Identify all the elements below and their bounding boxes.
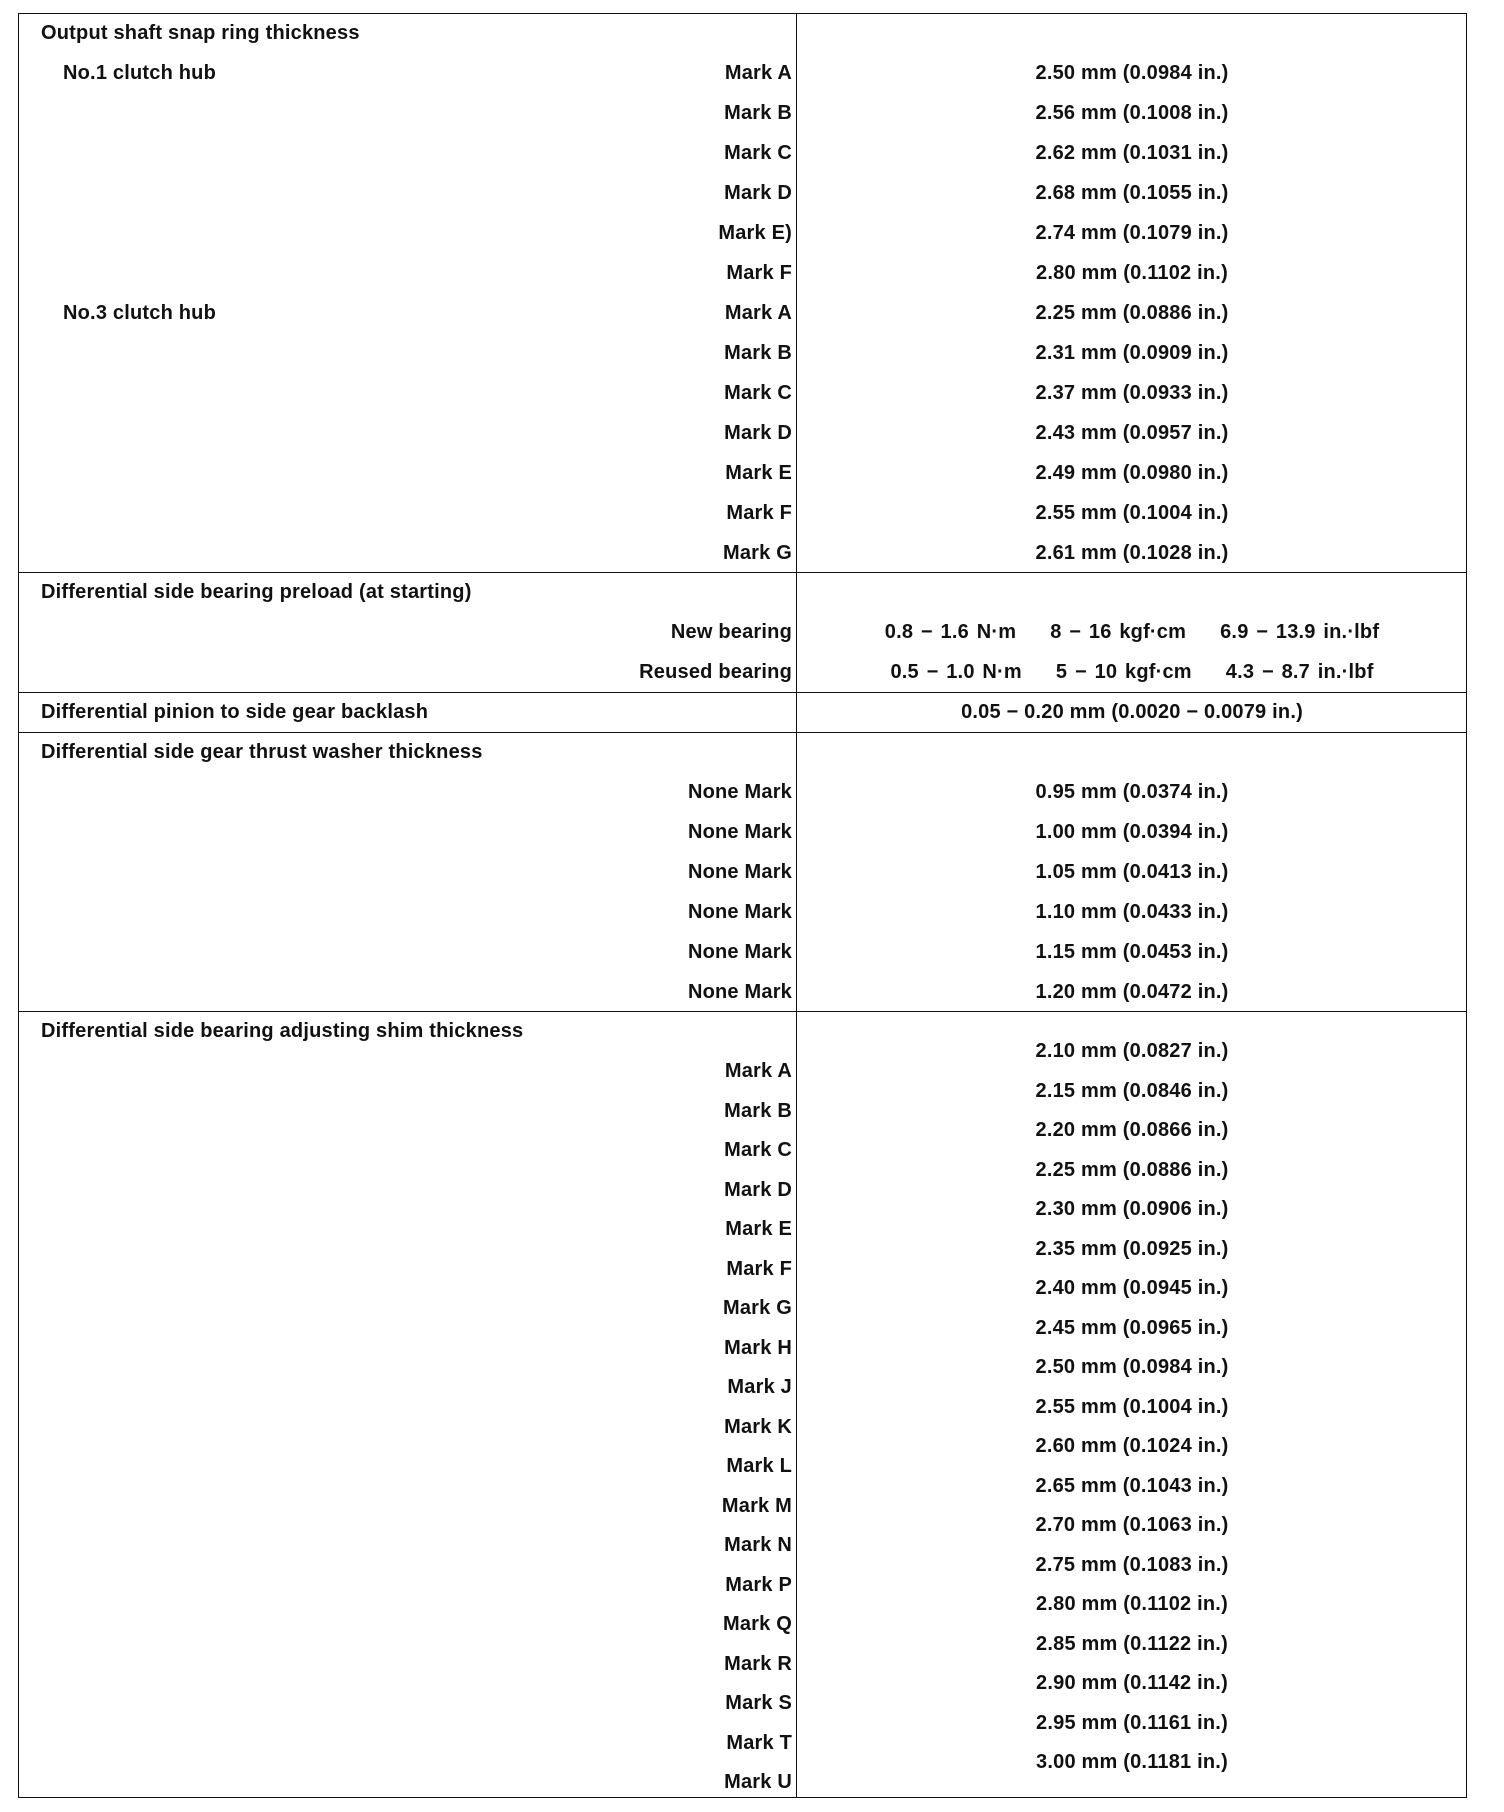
mark-label: Mark E (725, 462, 792, 484)
mark-label: Mark E (725, 1218, 792, 1240)
spec-row (18, 652, 1467, 692)
mark-label: None Mark (687, 781, 792, 803)
spec-value: 2.70 mm (0.1063 in.) (1035, 1514, 1229, 1536)
section-title: Differential side bearing preload (at starting) (41, 581, 472, 603)
shim-value-row (18, 1308, 1467, 1348)
spec-row (18, 93, 1467, 133)
mark-label: Mark U (724, 1771, 792, 1793)
mark-label: None Mark (687, 861, 792, 883)
bearing-label: New bearing (670, 621, 792, 643)
spec-value: 2.25 mm (0.0886 in.) (1035, 302, 1229, 324)
mark-label: Mark B (724, 102, 792, 124)
shim-value-row (18, 1347, 1467, 1387)
shim-value-row (18, 1031, 1467, 1071)
mark-label: None Mark (687, 981, 792, 1003)
spec-value: 0.95 mm (0.0374 in.) (1035, 781, 1229, 803)
mark-label: Mark Q (722, 1613, 792, 1635)
shim-value-row (18, 1268, 1467, 1308)
preload-value (797, 612, 1467, 652)
spec-value: 2.15 mm (0.0846 in.) (1035, 1079, 1229, 1102)
mark-label: Mark K (724, 1415, 792, 1438)
mark-label: Mark T (726, 1731, 792, 1754)
spec-value: 2.30 mm (0.0906 in.) (1035, 1198, 1229, 1220)
shim-value-row (18, 1189, 1467, 1229)
spec-value: 2.74 mm (0.1079 in.) (1035, 222, 1229, 244)
shim-value-row (18, 1150, 1467, 1190)
spec-value: 2.95 mm (0.1161 in.) (1036, 1711, 1228, 1734)
spec-value: 1.15 mm (0.0453 in.) (1035, 941, 1229, 963)
spec-row (18, 413, 1467, 453)
spec-row (18, 373, 1467, 413)
spec-value: 2.50 mm (0.0984 in.) (1035, 62, 1229, 84)
spec-value: 2.75 mm (0.1083 in.) (1035, 1553, 1229, 1576)
spec-row (18, 213, 1467, 253)
shim-value-row (18, 1466, 1467, 1506)
section-title: Output shaft snap ring thickness (41, 22, 360, 44)
shim-value-row (18, 1663, 1467, 1703)
section-title: Differential pinion to side gear backlash (41, 701, 429, 723)
mark-label: Mark S (725, 1692, 792, 1714)
spec-value: 1.20 mm (0.0472 in.) (1035, 981, 1229, 1003)
mark-label: Mark C (724, 142, 792, 164)
spec-row (18, 812, 1467, 852)
torque-kgf: 5 − 10 kgf·cm (1055, 661, 1192, 683)
mark-label: Mark R (724, 1652, 792, 1675)
spec-row (18, 612, 1467, 652)
spec-value: 2.90 mm (0.1142 in.) (1036, 1672, 1228, 1694)
spec-value: 2.10 mm (0.0827 in.) (1035, 1040, 1229, 1062)
spec-value: 3.00 mm (0.1181 in.) (1036, 1751, 1228, 1773)
spec-value: 2.85 mm (0.1122 in.) (1036, 1632, 1228, 1655)
shim-value-row (18, 1229, 1467, 1269)
spec-value: 2.20 mm (0.0866 in.) (1035, 1119, 1229, 1141)
spec-row (18, 772, 1467, 812)
mark-label: None Mark (687, 901, 792, 923)
shim-value-row (18, 1071, 1467, 1111)
mark-label: Mark C (724, 1139, 792, 1161)
spec-row (18, 173, 1467, 213)
mark-label: Mark G (722, 1297, 792, 1319)
spec-value: 2.31 mm (0.0909 in.) (1035, 342, 1229, 364)
spec-value: 2.61 mm (0.1028 in.) (1035, 542, 1229, 564)
mark-label: Mark A (724, 302, 792, 324)
torque-nm: 0.5 − 1.0 N·m (890, 661, 1022, 683)
shim-value-row (18, 1742, 1467, 1782)
spec-value: 2.40 mm (0.0945 in.) (1035, 1277, 1229, 1299)
mark-label: Mark G (722, 542, 792, 564)
shim-value-row (18, 1505, 1467, 1545)
mark-label: Mark P (725, 1573, 792, 1596)
mark-label: Mark F (726, 1257, 792, 1280)
mark-label: Mark F (726, 262, 792, 284)
spec-value: 2.45 mm (0.0965 in.) (1035, 1316, 1229, 1339)
mark-label: Mark M (721, 1494, 792, 1517)
spec-value: 2.55 mm (0.1004 in.) (1035, 502, 1229, 524)
shim-value-row (18, 1703, 1467, 1743)
torque-kgf: 8 − 16 kgf·cm (1050, 621, 1187, 643)
spec-value: 2.65 mm (0.1043 in.) (1035, 1474, 1229, 1497)
shim-value-row (18, 1426, 1467, 1466)
mark-label: Mark H (724, 1336, 792, 1359)
spec-row (18, 493, 1467, 533)
spec-value: 1.00 mm (0.0394 in.) (1035, 821, 1229, 843)
spec-value: 2.80 mm (0.1102 in.) (1036, 1593, 1228, 1615)
spec-value: 2.56 mm (0.1008 in.) (1035, 102, 1229, 124)
spec-value: 2.43 mm (0.0957 in.) (1035, 422, 1229, 444)
spec-value: 0.05 − 0.20 mm (0.0020 − 0.0079 in.) (961, 701, 1303, 723)
section-title-row (18, 13, 1467, 53)
spec-value: 1.05 mm (0.0413 in.) (1035, 861, 1229, 883)
spec-value: 2.60 mm (0.1024 in.) (1035, 1435, 1229, 1457)
spec-value: 2.55 mm (0.1004 in.) (1035, 1395, 1229, 1418)
preload-value (797, 652, 1467, 692)
spec-value: 1.10 mm (0.0433 in.) (1035, 901, 1229, 923)
mark-label: Mark D (724, 1178, 792, 1201)
section-title: Differential side bearing adjusting shim thickness (41, 1020, 524, 1042)
section-title: Differential side gear thrust washer thickness (41, 741, 483, 763)
mark-label: Mark A (724, 1060, 792, 1082)
spec-row (18, 133, 1467, 173)
spec-row (18, 293, 1467, 333)
spec-row (18, 453, 1467, 493)
mark-label: Mark D (724, 182, 792, 204)
shim-value-row (18, 1545, 1467, 1585)
spec-value: 2.49 mm (0.0980 in.) (1035, 462, 1229, 484)
mark-label: Mark B (724, 342, 792, 364)
mark-label: None Mark (687, 821, 792, 843)
spec-row (18, 253, 1467, 293)
spec-row (18, 932, 1467, 972)
mark-label: Mark D (724, 422, 792, 444)
spec-row (18, 852, 1467, 892)
spec-value: 2.62 mm (0.1031 in.) (1035, 142, 1229, 164)
mark-label: Mark C (724, 382, 792, 404)
torque-lbf: 6.9 − 13.9 in.·lbf (1220, 621, 1380, 643)
torque-lbf: 4.3 − 8.7 in.·lbf (1225, 661, 1374, 683)
spec-value: 2.50 mm (0.0984 in.) (1035, 1356, 1229, 1378)
spec-value: 2.37 mm (0.0933 in.) (1035, 382, 1229, 404)
mark-label: Mark B (724, 1099, 792, 1122)
bearing-label: Reused bearing (639, 661, 792, 683)
spec-row (18, 53, 1467, 93)
spec-row (18, 972, 1467, 1012)
group-label: No.3 clutch hub (63, 302, 216, 324)
shim-value-row (18, 1110, 1467, 1150)
mark-label: Mark E) (718, 222, 792, 244)
mark-label: None Mark (687, 941, 792, 963)
section-title-row (18, 572, 1467, 612)
group-label: No.1 clutch hub (63, 62, 216, 84)
mark-label: Mark F (726, 502, 792, 524)
mark-label: Mark L (726, 1455, 792, 1477)
spec-row (18, 892, 1467, 932)
section-title-row (18, 732, 1467, 772)
shim-value-row (18, 1624, 1467, 1664)
spec-row (18, 533, 1467, 573)
spec-value: 2.25 mm (0.0886 in.) (1035, 1158, 1229, 1181)
shim-value-row (18, 1387, 1467, 1427)
mark-label: Mark A (724, 62, 792, 84)
mark-label: Mark J (727, 1376, 792, 1398)
torque-nm: 0.8 − 1.6 N·m (884, 621, 1017, 643)
spec-value: 2.68 mm (0.1055 in.) (1035, 182, 1229, 204)
spec-value: 2.80 mm (0.1102 in.) (1036, 262, 1228, 284)
mark-label: Mark N (724, 1534, 792, 1556)
spec-value: 2.35 mm (0.0925 in.) (1035, 1237, 1229, 1260)
shim-value-row (18, 1584, 1467, 1624)
spec-row (18, 692, 1467, 732)
spec-row (18, 333, 1467, 373)
